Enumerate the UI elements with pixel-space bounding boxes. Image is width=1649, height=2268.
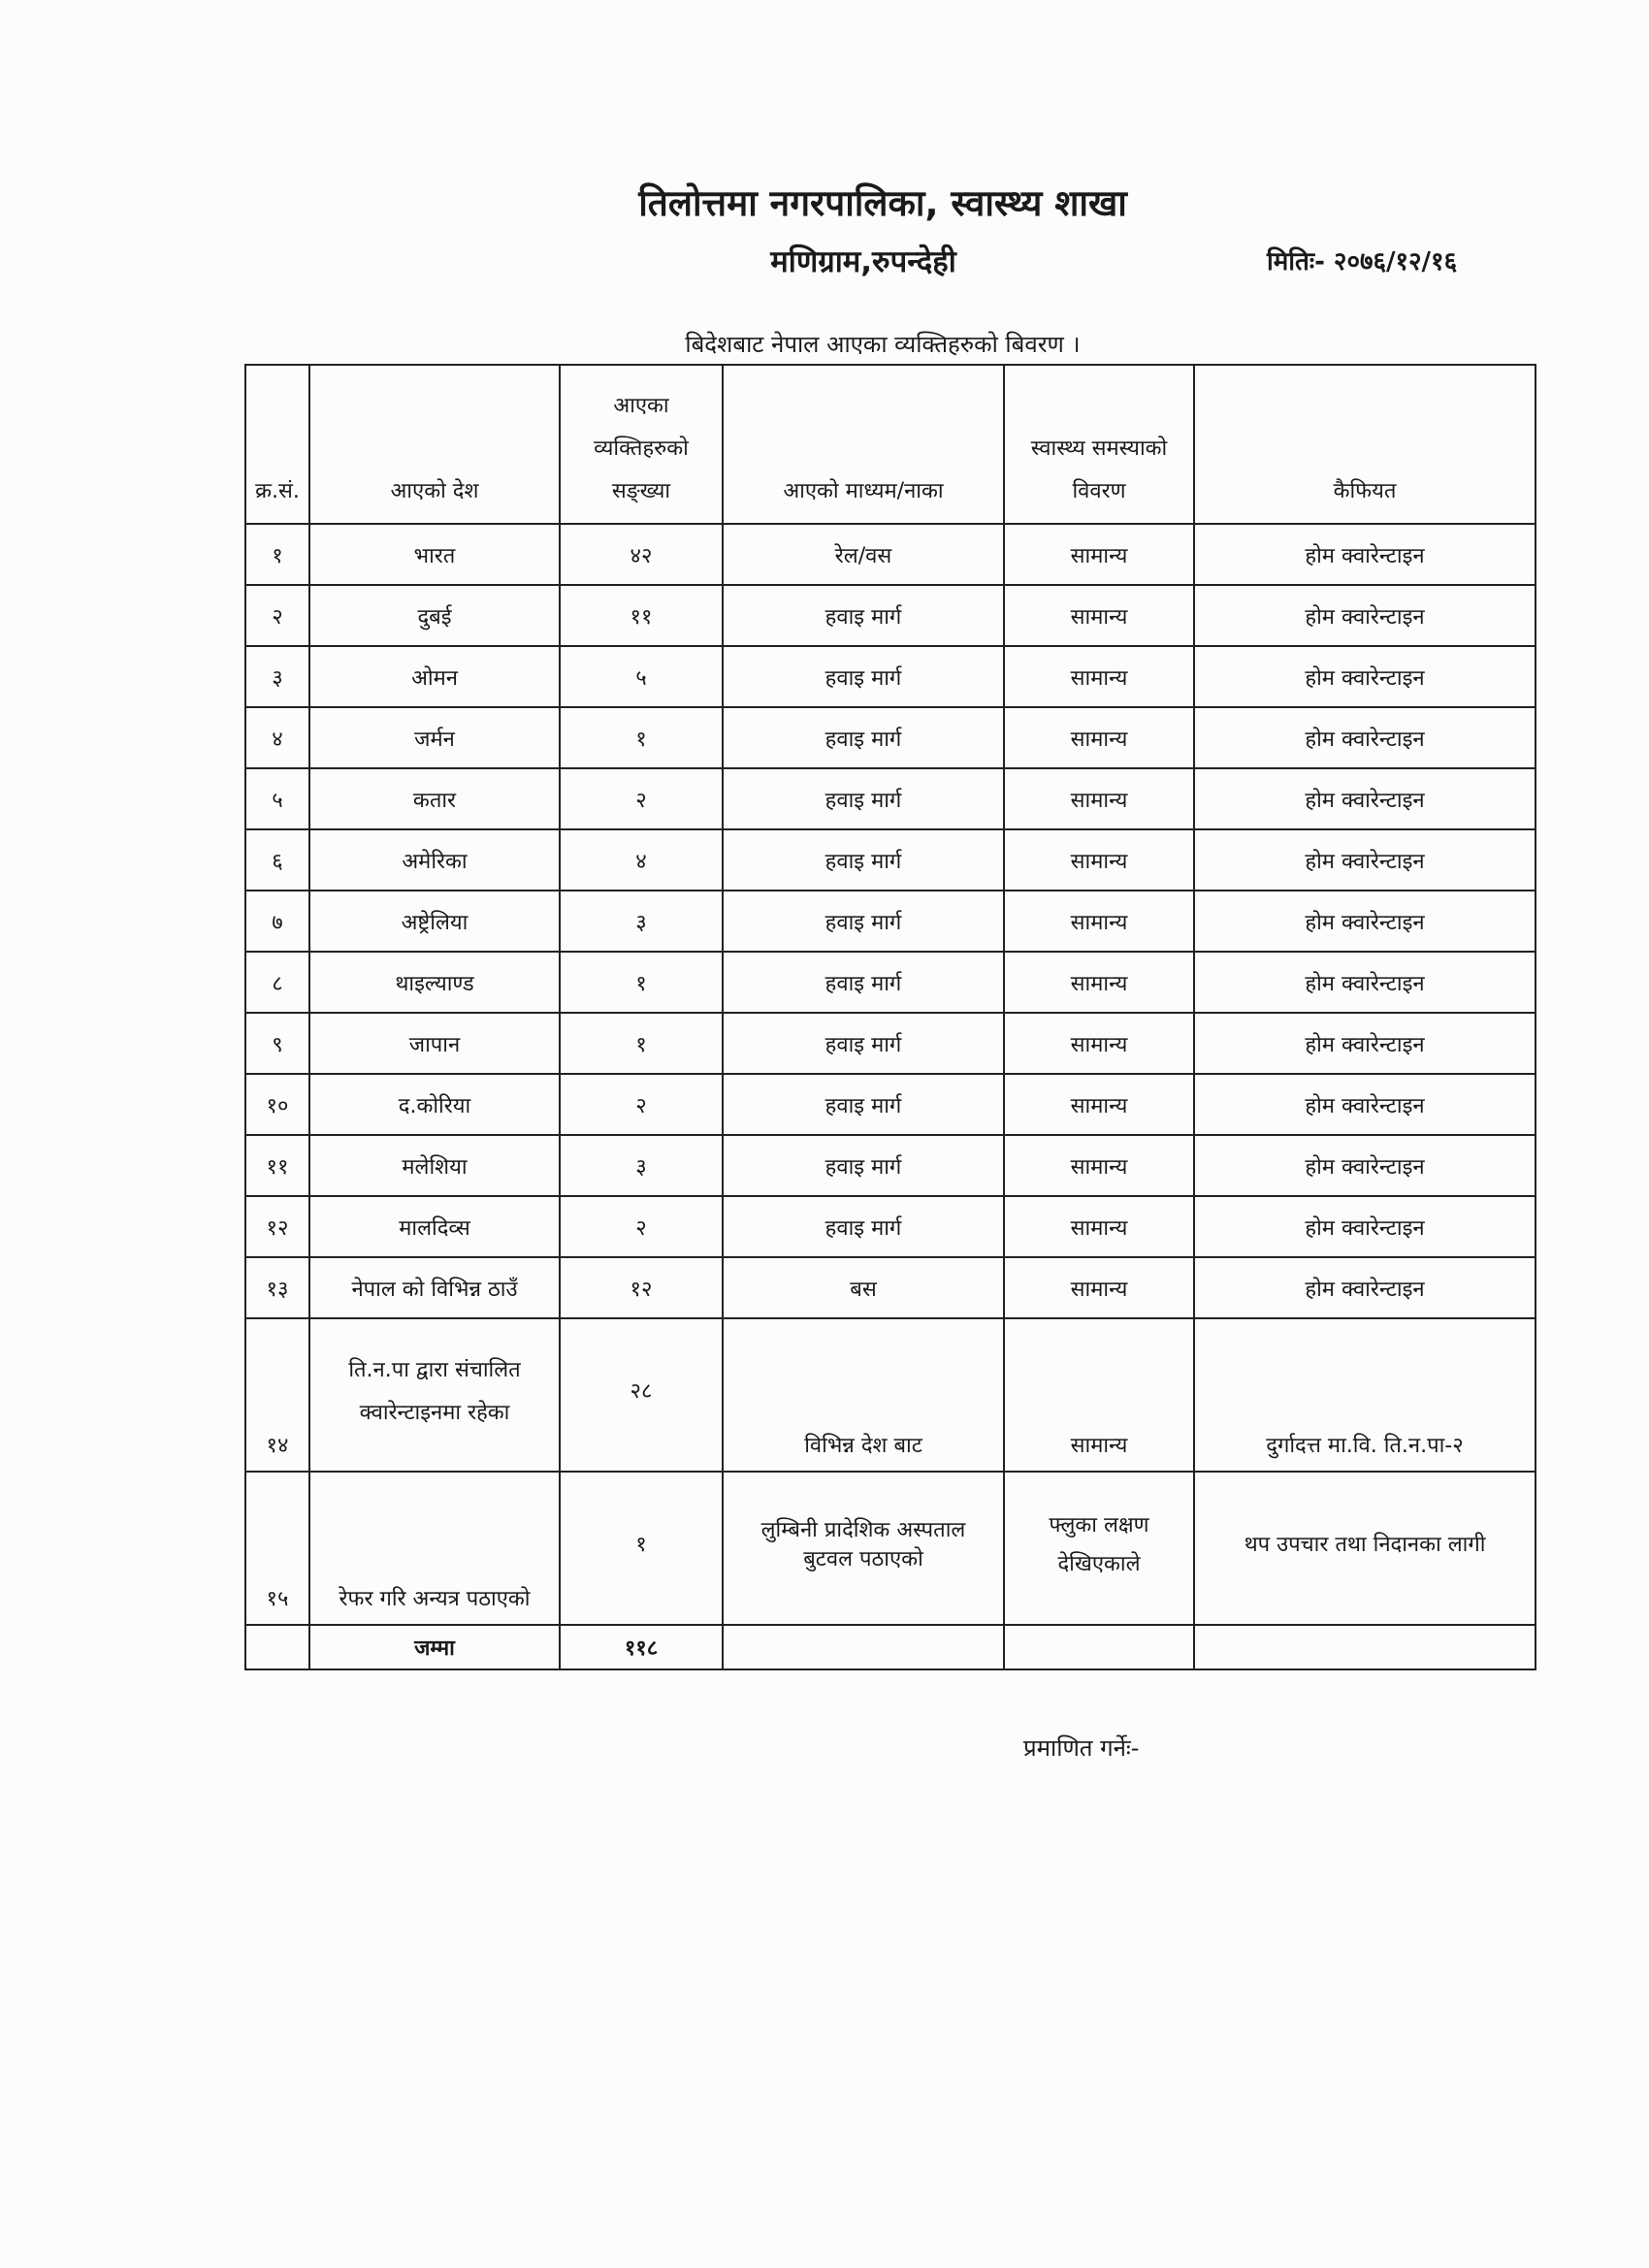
- document-date: मितिः- २०७६/१२/१६: [1267, 247, 1458, 276]
- cell-person-count: ४२: [560, 524, 723, 585]
- cell-serial-number: १: [245, 524, 309, 585]
- cell-remarks: होम क्वारेन्टाइन: [1194, 891, 1536, 952]
- total-value: ११८: [560, 1625, 723, 1669]
- cell-serial-number: १०: [245, 1074, 309, 1135]
- cell-person-count: ११: [560, 585, 723, 646]
- cell-health-issue: सामान्य: [1004, 768, 1194, 829]
- cell-country: अमेरिका: [309, 829, 560, 891]
- cell-health-issue: सामान्य: [1004, 1074, 1194, 1135]
- cell-country: भारत: [309, 524, 560, 585]
- cell-serial-number: १५: [245, 1472, 309, 1625]
- cell-remarks: होम क्वारेन्टाइन: [1194, 1257, 1536, 1318]
- cell-serial-number: ४: [245, 707, 309, 768]
- cell-serial-number: ५: [245, 768, 309, 829]
- table-row: [245, 1257, 1536, 1318]
- certification-label: प्रमाणित गर्नेः-: [1023, 1734, 1140, 1762]
- total-blank-cell: [1004, 1625, 1194, 1669]
- cell-country: थाइल्याण्ड: [309, 952, 560, 1013]
- cell-remarks: होम क्वारेन्टाइन: [1194, 1135, 1536, 1196]
- cell-country-line2: क्वारेन्टाइनमा रहेका: [359, 1401, 510, 1425]
- cell-route: विभिन्न देश बाट: [723, 1318, 1004, 1472]
- header-health-issue-line2: विवरण: [1072, 479, 1126, 503]
- arrivals-table: [244, 364, 1536, 1670]
- cell-route: हवाइ मार्ग: [723, 829, 1004, 891]
- cell-health-issue-line2: देखिएकाले: [1057, 1552, 1141, 1576]
- document-subtitle: मणिग्राम,रुपन्देही: [770, 244, 956, 279]
- cell-person-count: २८: [560, 1318, 723, 1472]
- header-remarks: कैफियत: [1194, 365, 1536, 524]
- table-row: [245, 1318, 1536, 1472]
- cell-route: [723, 1472, 1004, 1625]
- cell-country: कतार: [309, 768, 560, 829]
- cell-health-issue: सामान्य: [1004, 952, 1194, 1013]
- cell-country: द.कोरिया: [309, 1074, 560, 1135]
- cell-remarks: होम क्वारेन्टाइन: [1194, 646, 1536, 707]
- cell-person-count: १२: [560, 1257, 723, 1318]
- table-row: [245, 829, 1536, 891]
- cell-health-issue: सामान्य: [1004, 829, 1194, 891]
- cell-route: हवाइ मार्ग: [723, 1074, 1004, 1135]
- table-row: [245, 707, 1536, 768]
- cell-health-issue: सामान्य: [1004, 707, 1194, 768]
- cell-country: रेफर गरि अन्यत्र पठाएको: [309, 1472, 560, 1625]
- cell-remarks: थप उपचार तथा निदानका लागी: [1194, 1472, 1536, 1625]
- cell-country: मालदिव्स: [309, 1196, 560, 1257]
- table-caption: बिदेशबाट नेपाल आएका व्यक्तिहरुको बिवरण ।: [685, 331, 1081, 358]
- cell-health-issue-line1: फ्लुका लक्षण: [1049, 1513, 1149, 1538]
- total-blank-cell: [245, 1625, 309, 1669]
- header-person-count-line2: व्यक्तिहरुको: [594, 437, 689, 461]
- cell-health-issue: [1004, 1472, 1194, 1625]
- cell-route: हवाइ मार्ग: [723, 1196, 1004, 1257]
- cell-serial-number: ६: [245, 829, 309, 891]
- cell-serial-number: २: [245, 585, 309, 646]
- total-label: जम्मा: [309, 1625, 560, 1669]
- table-row: [245, 646, 1536, 707]
- table-row: [245, 952, 1536, 1013]
- cell-route: हवाइ मार्ग: [723, 1013, 1004, 1074]
- total-blank-cell: [723, 1625, 1004, 1669]
- cell-serial-number: ७: [245, 891, 309, 952]
- cell-health-issue: सामान्य: [1004, 1257, 1194, 1318]
- cell-serial-number: ३: [245, 646, 309, 707]
- cell-person-count: २: [560, 768, 723, 829]
- cell-route: हवाइ मार्ग: [723, 707, 1004, 768]
- total-row: [245, 1625, 1536, 1669]
- table-row: [245, 585, 1536, 646]
- cell-remarks: होम क्वारेन्टाइन: [1194, 829, 1536, 891]
- cell-country: अष्ट्रेलिया: [309, 891, 560, 952]
- cell-serial-number: ९: [245, 1013, 309, 1074]
- cell-person-count: २: [560, 1196, 723, 1257]
- cell-serial-number: १३: [245, 1257, 309, 1318]
- cell-health-issue: सामान्य: [1004, 585, 1194, 646]
- cell-country-line1: ति.न.पा द्वारा संचालित: [348, 1358, 521, 1382]
- cell-country: [309, 1318, 560, 1472]
- cell-remarks: होम क्वारेन्टाइन: [1194, 707, 1536, 768]
- cell-remarks: होम क्वारेन्टाइन: [1194, 952, 1536, 1013]
- cell-health-issue: सामान्य: [1004, 646, 1194, 707]
- header-health-issue: [1004, 365, 1194, 524]
- cell-country: दुबई: [309, 585, 560, 646]
- cell-route: रेल/वस: [723, 524, 1004, 585]
- table-row: [245, 768, 1536, 829]
- cell-health-issue: सामान्य: [1004, 891, 1194, 952]
- cell-serial-number: १२: [245, 1196, 309, 1257]
- cell-remarks: होम क्वारेन्टाइन: [1194, 524, 1536, 585]
- cell-serial-number: ८: [245, 952, 309, 1013]
- cell-person-count: ३: [560, 1135, 723, 1196]
- cell-person-count: १: [560, 1472, 723, 1625]
- cell-remarks: होम क्वारेन्टाइन: [1194, 585, 1536, 646]
- cell-route: हवाइ मार्ग: [723, 1135, 1004, 1196]
- cell-route-line2: बुटवल पठाएको: [803, 1547, 923, 1571]
- cell-health-issue: सामान्य: [1004, 1013, 1194, 1074]
- cell-remarks: दुर्गादत्त मा.वि. ति.न.पा-२: [1194, 1318, 1536, 1472]
- cell-route: हवाइ मार्ग: [723, 952, 1004, 1013]
- cell-person-count: २: [560, 1074, 723, 1135]
- table-row: [245, 1135, 1536, 1196]
- header-person-count-line3: सङ्ख्या: [611, 479, 671, 503]
- cell-person-count: १: [560, 1013, 723, 1074]
- header-person-count-line1: आएका: [613, 394, 669, 418]
- cell-person-count: ४: [560, 829, 723, 891]
- cell-country: मलेशिया: [309, 1135, 560, 1196]
- header-person-count: [560, 365, 723, 524]
- cell-person-count: ३: [560, 891, 723, 952]
- cell-route: हवाइ मार्ग: [723, 646, 1004, 707]
- table-row: [245, 1013, 1536, 1074]
- cell-person-count: ५: [560, 646, 723, 707]
- cell-remarks: होम क्वारेन्टाइन: [1194, 768, 1536, 829]
- cell-remarks: होम क्वारेन्टाइन: [1194, 1196, 1536, 1257]
- table-row: [245, 1472, 1536, 1625]
- cell-remarks: होम क्वारेन्टाइन: [1194, 1013, 1536, 1074]
- cell-person-count: १: [560, 707, 723, 768]
- cell-person-count: १: [560, 952, 723, 1013]
- header-country: आएको देश: [309, 365, 560, 524]
- cell-remarks: होम क्वारेन्टाइन: [1194, 1074, 1536, 1135]
- cell-health-issue: सामान्य: [1004, 1135, 1194, 1196]
- table-row: [245, 524, 1536, 585]
- cell-health-issue: सामान्य: [1004, 1196, 1194, 1257]
- cell-route: हवाइ मार्ग: [723, 891, 1004, 952]
- table-header-row: [245, 365, 1536, 524]
- cell-country: जर्मन: [309, 707, 560, 768]
- cell-route: हवाइ मार्ग: [723, 585, 1004, 646]
- cell-country: नेपाल को विभिन्न ठाउँ: [309, 1257, 560, 1318]
- cell-health-issue: सामान्य: [1004, 524, 1194, 585]
- document-title: तिलोत्तमा नगरपालिका, स्वास्थ्य शाखा: [638, 182, 1127, 224]
- cell-route: बस: [723, 1257, 1004, 1318]
- table-row: [245, 1196, 1536, 1257]
- cell-country: जापान: [309, 1013, 560, 1074]
- cell-route: हवाइ मार्ग: [723, 768, 1004, 829]
- cell-route-line1: लुम्बिनी प्रादेशिक अस्पताल: [760, 1518, 966, 1542]
- cell-serial-number: ११: [245, 1135, 309, 1196]
- cell-country: ओमन: [309, 646, 560, 707]
- cell-health-issue: सामान्य: [1004, 1318, 1194, 1472]
- header-route: आएको माध्यम/नाका: [723, 365, 1004, 524]
- cell-serial-number: १४: [245, 1318, 309, 1472]
- table-row: [245, 891, 1536, 952]
- table-row: [245, 1074, 1536, 1135]
- header-health-issue-line1: स्वास्थ्य समस्याको: [1030, 437, 1168, 461]
- total-blank-cell: [1194, 1625, 1536, 1669]
- header-serial-number: क्र.सं.: [245, 365, 309, 524]
